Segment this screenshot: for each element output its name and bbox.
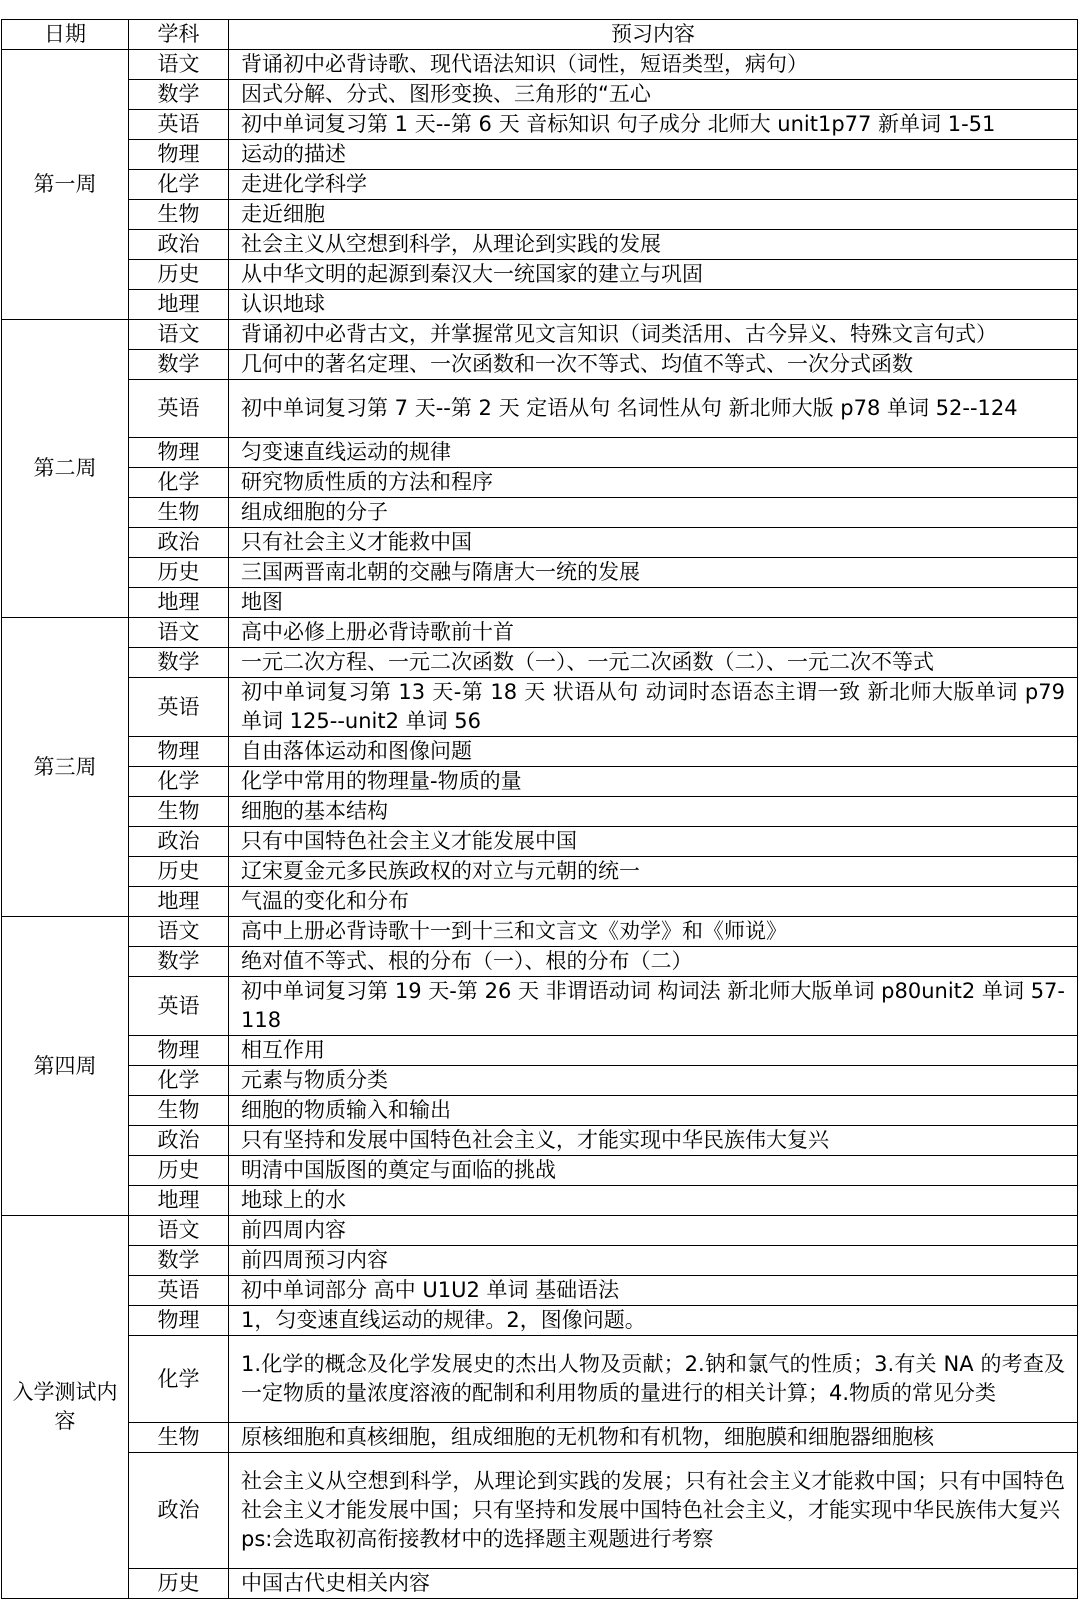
- subject-cell: 化学: [129, 170, 229, 200]
- content-cell: [229, 1066, 1078, 1096]
- table-row: [2, 438, 1078, 468]
- content-text: 化学中常用的物理量-物质的量: [241, 769, 522, 793]
- content-text: 背诵初中必背古文，并掌握常见文言知识（词类活用、古今异义、特殊文言句式）: [241, 322, 997, 346]
- subject-cell: 化学: [129, 767, 229, 797]
- table-row: [2, 170, 1078, 200]
- table-row: [2, 618, 1078, 648]
- subject-cell: 语文: [129, 50, 229, 80]
- content-cell: [229, 110, 1078, 140]
- table-row: [2, 678, 1078, 737]
- content-cell: [229, 857, 1078, 887]
- table-row: [2, 917, 1078, 947]
- week-cell: 第四周: [2, 917, 129, 1216]
- content-cell: [229, 797, 1078, 827]
- table-row: [2, 827, 1078, 857]
- table-body: [2, 50, 1078, 1599]
- table-row: [2, 947, 1078, 977]
- content-cell: [229, 380, 1078, 438]
- content-cell: [229, 170, 1078, 200]
- subject-cell: 生物: [129, 498, 229, 528]
- content-cell: [229, 528, 1078, 558]
- content-text: 初中单词复习第 1 天--第 6 天 音标知识 句子成分 北师大 unit1p77 新单词 1-51: [241, 112, 996, 136]
- content-cell: [229, 648, 1078, 678]
- content-cell: [229, 468, 1078, 498]
- table-row: [2, 50, 1078, 80]
- table-row: [2, 588, 1078, 618]
- content-text: 只有中国特色社会主义才能发展中国: [241, 829, 577, 853]
- content-cell: [229, 678, 1078, 737]
- content-text: 中国古代史相关内容: [241, 1571, 430, 1595]
- content-cell: [229, 200, 1078, 230]
- table-row: [2, 1306, 1078, 1336]
- content-cell: [229, 498, 1078, 528]
- table-row: [2, 767, 1078, 797]
- table-row: [2, 737, 1078, 767]
- content-text: 原核细胞和真核细胞，组成细胞的无机物和有机物，细胞膜和细胞器细胞核: [241, 1425, 934, 1449]
- table-row: [2, 260, 1078, 290]
- subject-cell: 数学: [129, 947, 229, 977]
- table-row: [2, 290, 1078, 320]
- subject-cell: 物理: [129, 1036, 229, 1066]
- content-text: 几何中的著名定理、一次函数和一次不等式、均值不等式、一次分式函数: [241, 352, 913, 376]
- table-row: [2, 977, 1078, 1036]
- subject-cell: 语文: [129, 618, 229, 648]
- content-cell: [229, 140, 1078, 170]
- header-subject: 学科: [129, 20, 229, 50]
- content-text: 地球上的水: [241, 1188, 346, 1212]
- subject-cell: 语文: [129, 917, 229, 947]
- table-row: [2, 1216, 1078, 1246]
- content-cell: [229, 737, 1078, 767]
- subject-cell: 历史: [129, 1156, 229, 1186]
- table-row: [2, 110, 1078, 140]
- content-cell: [229, 1569, 1078, 1599]
- subject-cell: 政治: [129, 528, 229, 558]
- content-cell: [229, 1336, 1078, 1423]
- content-text: 高中必修上册必背诗歌前十首: [241, 620, 514, 644]
- header-content: 预习内容: [229, 20, 1078, 50]
- subject-cell: 地理: [129, 887, 229, 917]
- content-cell: [229, 767, 1078, 797]
- week-cell: 入学测试内容: [2, 1216, 129, 1599]
- content-text: 气温的变化和分布: [241, 889, 409, 913]
- table-row: [2, 468, 1078, 498]
- content-text: 相互作用: [241, 1038, 325, 1062]
- table-row: [2, 558, 1078, 588]
- content-cell: [229, 558, 1078, 588]
- content-cell: [229, 320, 1078, 350]
- content-text: 走进化学科学: [241, 172, 367, 196]
- table-row: [2, 1186, 1078, 1216]
- table-row: [2, 857, 1078, 887]
- table-row: [2, 1569, 1078, 1599]
- subject-cell: 数学: [129, 80, 229, 110]
- table-row: [2, 1066, 1078, 1096]
- content-cell: [229, 1306, 1078, 1336]
- subject-cell: 生物: [129, 797, 229, 827]
- content-cell: [229, 1036, 1078, 1066]
- content-cell: [229, 1453, 1078, 1569]
- table-row: [2, 200, 1078, 230]
- content-cell: [229, 260, 1078, 290]
- subject-cell: 政治: [129, 230, 229, 260]
- content-cell: [229, 1216, 1078, 1246]
- content-text: 1，匀变速直线运动的规律。2，图像问题。: [241, 1308, 646, 1332]
- content-cell: [229, 977, 1078, 1036]
- subject-cell: 历史: [129, 857, 229, 887]
- subject-cell: 英语: [129, 380, 229, 438]
- subject-cell: 英语: [129, 678, 229, 737]
- content-text: 绝对值不等式、根的分布（一）、根的分布（二）: [241, 949, 693, 973]
- table-row: [2, 1423, 1078, 1453]
- subject-cell: 英语: [129, 1276, 229, 1306]
- preview-schedule-table: [1, 19, 1078, 1599]
- content-text: 初中单词复习第 19 天-第 26 天 非谓语动词 构词法 新北师大版单词 p80unit2 单词 57-118: [241, 979, 1065, 1032]
- content-cell: [229, 1126, 1078, 1156]
- content-text: 匀变速直线运动的规律: [241, 440, 451, 464]
- table-row: [2, 1096, 1078, 1126]
- content-cell: [229, 290, 1078, 320]
- content-text: 元素与物质分类: [241, 1068, 388, 1092]
- header-date: 日期: [2, 20, 129, 50]
- content-text: 社会主义从空想到科学，从理论到实践的发展；只有社会主义才能救中国；只有中国特色社会主义才能发展中国；只有坚持和发展中国特色社会主义，才能实现中华民族伟大复兴: [241, 1469, 1065, 1522]
- content-cell: [229, 80, 1078, 110]
- content-cell: [229, 1186, 1078, 1216]
- content-text: 只有坚持和发展中国特色社会主义，才能实现中华民族伟大复兴: [241, 1128, 829, 1152]
- subject-cell: 化学: [129, 1066, 229, 1096]
- content-text: 研究物质性质的方法和程序: [241, 470, 493, 494]
- subject-cell: 地理: [129, 290, 229, 320]
- subject-cell: 生物: [129, 200, 229, 230]
- content-text: 从中华文明的起源到秦汉大一统国家的建立与巩固: [241, 262, 703, 286]
- content-text: 细胞的基本结构: [241, 799, 388, 823]
- content-text: 自由落体运动和图像问题: [241, 739, 472, 763]
- subject-cell: 历史: [129, 558, 229, 588]
- subject-cell: 物理: [129, 737, 229, 767]
- content-text: 前四周内容: [241, 1218, 346, 1242]
- content-cell: [229, 350, 1078, 380]
- content-cell: [229, 1246, 1078, 1276]
- table-row: [2, 1036, 1078, 1066]
- table-row: [2, 80, 1078, 110]
- content-cell: [229, 1096, 1078, 1126]
- subject-cell: 语文: [129, 1216, 229, 1246]
- table-row: [2, 350, 1078, 380]
- week-cell: 第一周: [2, 50, 129, 320]
- content-text: 一元二次方程、一元二次函数（一）、一元二次函数（二）、一元二次不等式: [241, 650, 934, 674]
- subject-cell: 物理: [129, 140, 229, 170]
- subject-cell: 历史: [129, 1569, 229, 1599]
- content-text: 只有社会主义才能救中国: [241, 530, 472, 554]
- content-text: 组成细胞的分子: [241, 500, 388, 524]
- content-text: 运动的描述: [241, 142, 346, 166]
- content-text: 三国两晋南北朝的交融与隋唐大一统的发展: [241, 560, 640, 584]
- table-row: [2, 797, 1078, 827]
- subject-cell: 政治: [129, 827, 229, 857]
- content-cell: [229, 917, 1078, 947]
- content-text: 走近细胞: [241, 202, 325, 226]
- content-text: 因式分解、分式、图形变换、三角形的“五心: [241, 82, 651, 106]
- table-row: [2, 230, 1078, 260]
- content-cell: [229, 230, 1078, 260]
- content-cell: [229, 827, 1078, 857]
- subject-cell: 数学: [129, 648, 229, 678]
- subject-cell: 化学: [129, 1336, 229, 1423]
- table-row: [2, 1336, 1078, 1423]
- table-row: [2, 140, 1078, 170]
- subject-cell: 历史: [129, 260, 229, 290]
- subject-cell: 物理: [129, 438, 229, 468]
- content-text: 背诵初中必背诗歌、现代语法知识（词性，短语类型，病句）: [241, 52, 808, 76]
- subject-cell: 物理: [129, 1306, 229, 1336]
- table-row: [2, 1276, 1078, 1306]
- content-text: 细胞的物质输入和输出: [241, 1098, 451, 1122]
- content-text: 前四周预习内容: [241, 1248, 388, 1272]
- content-cell: [229, 618, 1078, 648]
- content-cell: [229, 1423, 1078, 1453]
- content-text: 初中单词复习第 13 天-第 18 天 状语从句 动词时态语态主谓一致 新北师大版单词 p79 单词 125--unit2 单词 56: [241, 680, 1065, 733]
- subject-cell: 数学: [129, 350, 229, 380]
- subject-cell: 政治: [129, 1126, 229, 1156]
- content-text: 明清中国版图的奠定与面临的挑战: [241, 1158, 556, 1182]
- subject-cell: 化学: [129, 468, 229, 498]
- content-cell: [229, 438, 1078, 468]
- table-row: [2, 1246, 1078, 1276]
- week-cell: 第三周: [2, 618, 129, 917]
- content-cell: [229, 887, 1078, 917]
- content-cell: [229, 1156, 1078, 1186]
- content-note: ps:会选取初高衔接教材中的选择题主观题进行考察: [241, 1527, 714, 1551]
- table-row: [2, 380, 1078, 438]
- table-row: [2, 320, 1078, 350]
- subject-cell: 英语: [129, 110, 229, 140]
- content-text: 1.化学的概念及化学发展史的杰出人物及贡献；2.钠和氯气的性质；3.有关 NA 的考查及一定物质的量浓度溶液的配制和利用物质的量进行的相关计算；4.物质的常见分类: [241, 1352, 1065, 1405]
- week-cell: 第二周: [2, 320, 129, 618]
- content-text: 高中上册必背诗歌十一到十三和文言文《劝学》和《师说》: [241, 919, 787, 943]
- content-cell: [229, 1276, 1078, 1306]
- table-row: [2, 498, 1078, 528]
- content-text: 地图: [241, 590, 283, 614]
- subject-cell: 生物: [129, 1096, 229, 1126]
- subject-cell: 地理: [129, 1186, 229, 1216]
- content-cell: [229, 947, 1078, 977]
- table-row: [2, 648, 1078, 678]
- content-text: 社会主义从空想到科学，从理论到实践的发展: [241, 232, 661, 256]
- content-text: 认识地球: [241, 292, 325, 316]
- subject-cell: 数学: [129, 1246, 229, 1276]
- table-row: [2, 1126, 1078, 1156]
- subject-cell: 英语: [129, 977, 229, 1036]
- table-row: [2, 1453, 1078, 1569]
- table-row: [2, 528, 1078, 558]
- header-row: [2, 20, 1078, 50]
- content-cell: [229, 588, 1078, 618]
- table-row: [2, 887, 1078, 917]
- content-text: 辽宋夏金元多民族政权的对立与元朝的统一: [241, 859, 640, 883]
- subject-cell: 语文: [129, 320, 229, 350]
- subject-cell: 地理: [129, 588, 229, 618]
- table-row: [2, 1156, 1078, 1186]
- subject-cell: 政治: [129, 1453, 229, 1569]
- content-text: 初中单词复习第 7 天--第 2 天 定语从句 名词性从句 新北师大版 p78 单词 52--124: [241, 396, 1018, 420]
- subject-cell: 生物: [129, 1423, 229, 1453]
- content-text: 初中单词部分 高中 U1U2 单词 基础语法: [241, 1278, 620, 1302]
- content-cell: [229, 50, 1078, 80]
